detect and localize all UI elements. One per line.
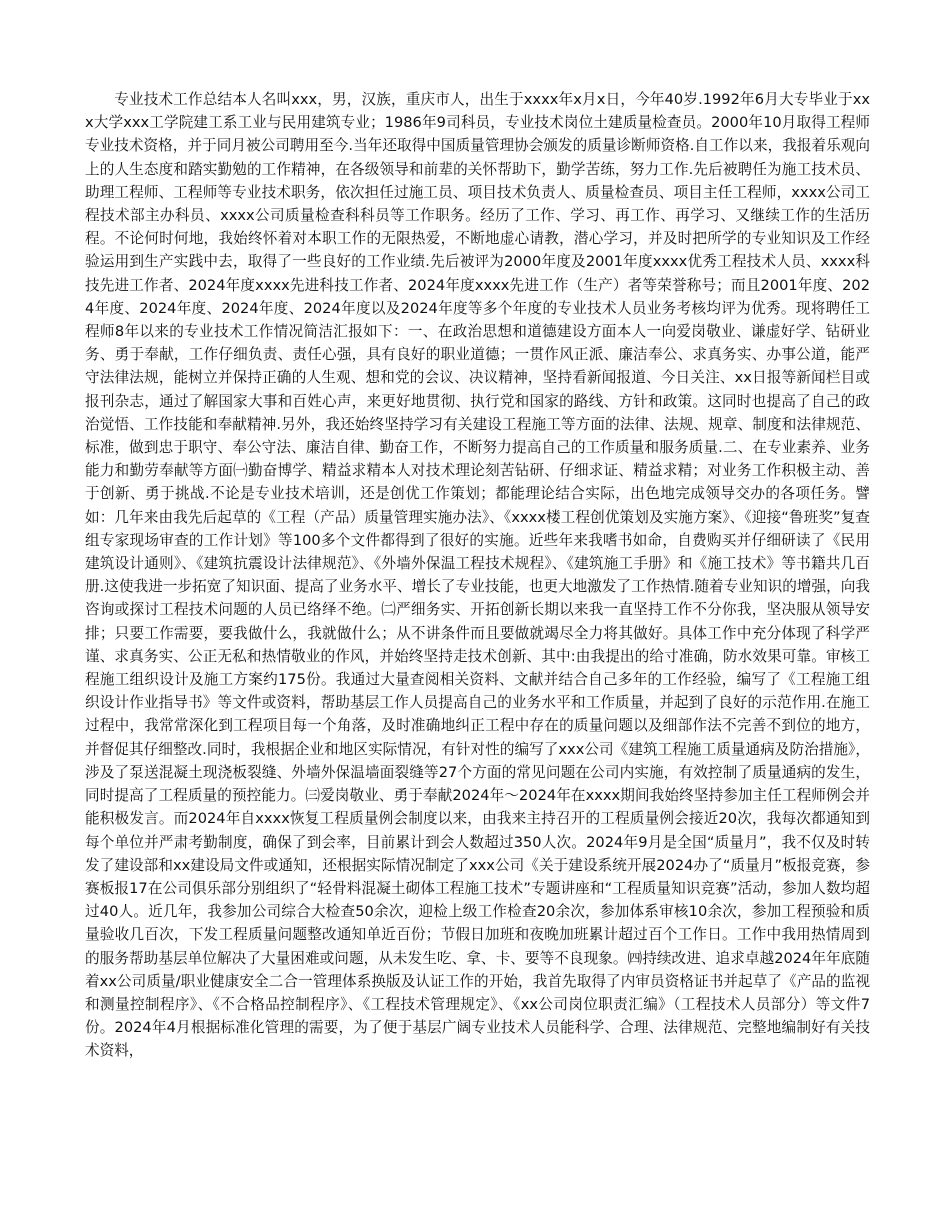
document-page (85, 88, 870, 1063)
body-paragraph: 专业技术工作总结本人名叫xxx，男，汉族，重庆市人，出生于xxxx年x月x日，今年40岁.1992年6月大专毕业于xxx大学xxx工学院建工系工业与民用建筑专业；1986年9司科员，专业技术岗位土建质量检查员。2000年10月取得工程师专业技术资格，并于同月被公司聘用至今.当年还取得中国质量管理协会颁发的质量诊断师资格.自工作以来，我报着乐观向上的人生态度和踏实勤勉的工作精神，在各级领导和前辈的关怀帮助下，勤学苦练，努力工作.先后被聘任为施工技术员、助理工程师、工程师等专业技术职务，依次担任过施工员、项目技术负责人、质量检查员、项目主任工程师，xxxx公司工程技术部主办科员、xxxx公司质量检查科科员等工作职务。经历了工作、学习、再工作、再学习、又继续工作的生活历程。不论何时何地，我始终怀着对本职工作的无限热爱，不断地虚心请教，潜心学习，并及时把所学的专业知识及工作经验运用到生产实践中去，取得了一些良好的工作业绩.先后被评为2000年度及2001年度xxxx优秀工程技术人员、xxxx科技先进工作者、2024年度xxxx先进科技工作者、2024年度xxxx先进工作（生产）者等荣誉称号；而且2001年度、2024年度、2024年度、2024年度、2024年度以及2024年度等多个年度的专业技术人员业务考核均评为优秀。现将聘任工程师8年以来的专业技术工作情况简洁汇报如下：一、在政治思想和道德建设方面本人一向爱岗敬业、谦虚好学、钻研业务、勇于奉献，工作仔细负责、责任心强，具有良好的职业道德；一贯作风正派、廉洁奉公、求真务实、办事公道，能严守法律法规，能树立并保持正确的人生观、想和党的会议、决议精神，坚持看新闻报道、今日关注、xx日报等新闻栏目或报刊杂志，通过了解国家大事和百姓心声，来更好地贯彻、执行党和国家的路线、方针和政策。这同时也提高了自己的政治觉悟、工作技能和奉献精神.另外，我还始终坚持学习有关建设工程施工等方面的法律、法规、规章、制度和法律规范、标准，做到忠于职守、奉公守法、廉洁自律、勤奋工作，不断努力提高自己的工作质量和服务质量.二、在专业素养、业务能力和勤劳奉献等方面㈠勤奋博学、精益求精本人对技术理论刻苦钻研、仔细求证、精益求精；对业务工作积极主动、善于创新、勇于挑战.不论是专业技术培训，还是创优工作策划；都能理论结合实际，出色地完成领导交办的各项任务。譬如：几年来由我先后起草的《工程（产品）质量管理实施办法》、《xxxx楼工程创优策划及实施方案》、《迎接“鲁班奖”复查组专家现场审查的工作计划》等100多个文件都得到了很好的实施。近些年来我嗜书如命，自费购买并仔细研读了《民用建筑设计通则》、《建筑抗震设计法律规范》、《外墙外保温工程技术规程》、《建筑施工手册》和《施工技术》等书籍共几百册.这使我进一步拓宽了知识面、提高了业务水平、增长了专业技能，也更大地激发了工作热情.随着专业知识的增强，向我咨询或探讨工程技术问题的人员已络绎不绝。㈡严细务实、开拓创新长期以来我一直坚持工作不分你我，坚决服从领导安排；只要工作需要，要我做什么，我就做什么；从不讲条件而且要做就竭尽全力将其做好。具体工作中充分体现了科学严谨、求真务实、公正无私和热情敬业的作风，并始终坚持走技术创新、其中:由我提出的给寸准确，防水效果可靠。审核工程施工组织设计及施工方案约175份。我通过大量查阅相关资料、文献并结合自己多年的工作经验，编写了《工程施工组织设计作业指导书》等文件或资料，帮助基层工作人员提高自己的业务水平和工作质量，并起到了良好的示范作用.在施工过程中，我常常深化到工程项目每一个角落，及时准确地纠正工程中存在的质量问题以及细部作法不完善不到位的地方，并督促其仔细整改.同时，我根据企业和地区实际情况，有针对性的编写了xxx公司《建筑工程施工质量通病及防治措施》，涉及了泵送混凝土现浇板裂缝、外墙外保温墙面裂缝等27个方面的常见问题在公司内实施，有效控制了质量通病的发生，同时提高了工程质量的预控能力。㈢爱岗敬业、勇于奉献2024年～2024年在xxxx期间我始终坚持参加主任工程师例会并能积极发言。而2024年自xxxx恢复工程质量例会制度以来，由我来主持召开的工程质量例会接近20次，我每次都通知到每个单位并严肃考勤制度，确保了到会率，目前累计到会人数超过350人次。2024年9月是全国“质量月”，我不仅及时转发了建设部和xx建设局文件或通知，还根据实际情况制定了xxx公司《关于建设系统开展2024办了“质量月”板报竞赛，参赛板报17在公司俱乐部分别组织了“轻骨料混凝土砌体工程施工技术”专题讲座和“工程质量知识竞赛”活动，参加人数均超过40人。近几年，我参加公司综合大检查50余次，迎检上级工作检查20余次，参加体系审核10余次，参加工程预验和质量验收几百次，下发工程质量问题整改通知单近百份；节假日加班和夜晚加班累计超过百个工作日。工作中我用热情周到的服务帮助基层单位解决了大量困难或问题，从未发生吃、拿、卡、要等不良现象。㈣持续改进、追求卓越2024年年底随着xx公司质量/职业健康安全二合一管理体系换版及认证工作的开始，我首先取得了内审员资格证书并起草了《产品的监视和测量控制程序》、《不合格品控制程序》、《工程技术管理规定》、《xx公司岗位职责汇编》（工程技术人员部分）等文件7份。2024年4月根据标准化管理的需要，为了便于基层广阔专业技术人员能科学、合理、法律规范、完整地编制好有关技术资料， (85, 91, 870, 1060)
